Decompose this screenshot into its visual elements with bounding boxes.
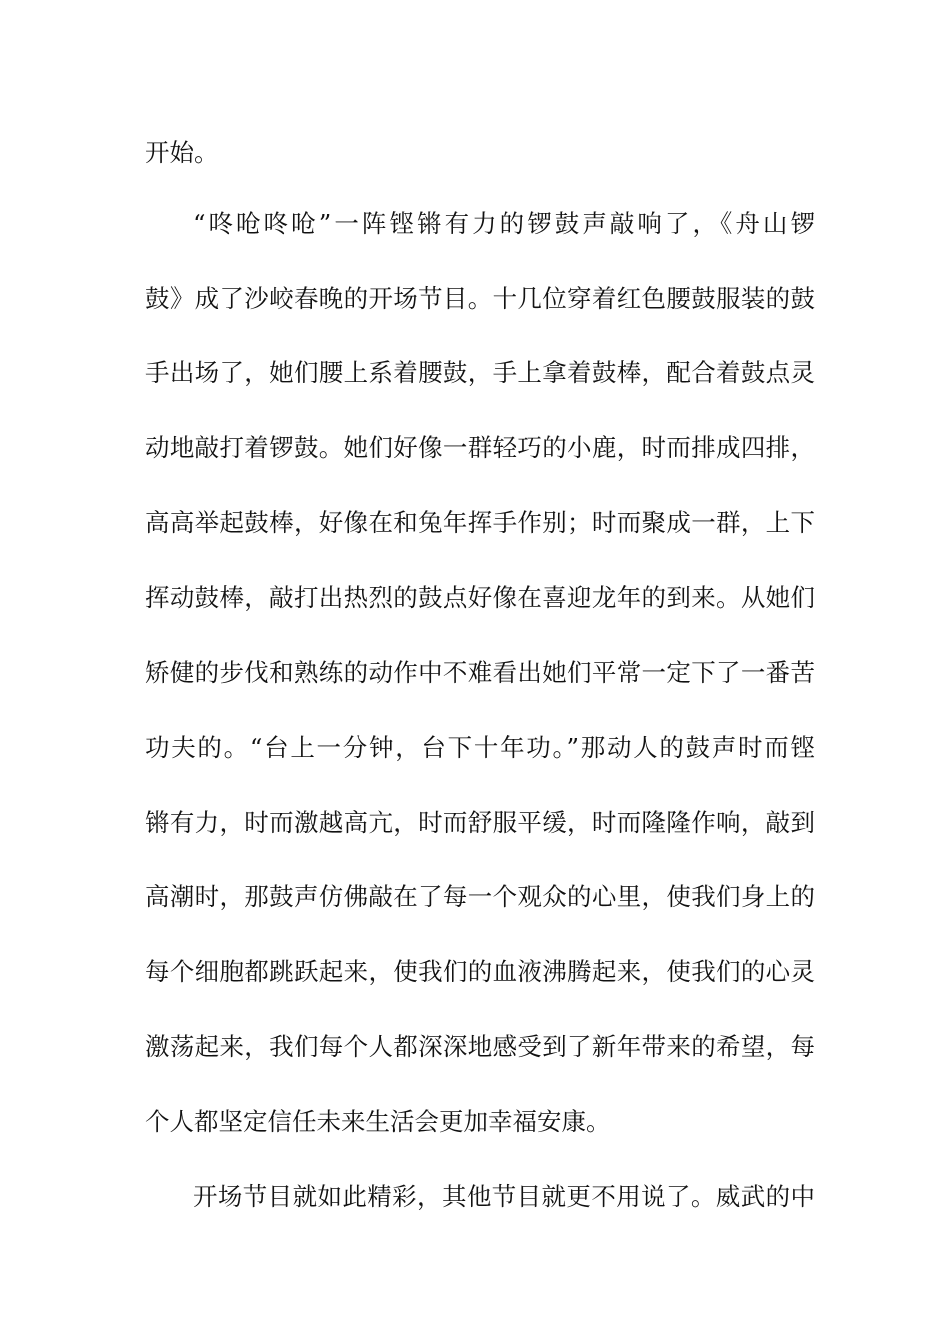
text-line-1: 开始。 xyxy=(145,138,219,167)
text-line-13: 激荡起来，我们每个人都深深地感受到了新年带来的希望，每 xyxy=(145,1032,815,1061)
text-line-12: 每个细胞都跳跃起来，使我们的血液沸腾起来，使我们的心灵 xyxy=(145,957,815,986)
text-line-8: 矫健的步伐和熟练的动作中不难看出她们平常一定下了一番苦 xyxy=(145,658,815,687)
text-line-7: 挥动鼓棒，敲打出热烈的鼓点好像在喜迎龙年的到来。从她们 xyxy=(145,583,815,612)
text-line-2: “咚呛咚呛”一阵铿锵有力的锣鼓声敲响了，《舟山锣 xyxy=(193,209,815,238)
text-line-6: 高高举起鼓棒，好像在和兔年挥手作别；时而聚成一群，上下 xyxy=(145,508,815,537)
text-line-10: 锵有力，时而激越高亢，时而舒服平缓，时而隆隆作响，敲到 xyxy=(145,808,815,837)
text-line-9: 功夫的。“台上一分钟，台下十年功。”那动人的鼓声时而铿 xyxy=(145,733,815,762)
text-line-14: 个人都坚定信任未来生活会更加幸福安康。 xyxy=(145,1107,611,1136)
text-line-5: 动地敲打着锣鼓。她们好像一群轻巧的小鹿，时而排成四排， xyxy=(145,433,815,462)
text-line-15: 开场节目就如此精彩，其他节目就更不用说了。威武的中 xyxy=(193,1182,815,1211)
text-line-11: 高潮时，那鼓声仿佛敲在了每一个观众的心里，使我们身上的 xyxy=(145,882,815,911)
text-line-4: 手出场了，她们腰上系着腰鼓，手上拿着鼓棒，配合着鼓点灵 xyxy=(145,358,815,387)
text-line-3: 鼓》成了沙峧春晚的开场节目。十几位穿着红色腰鼓服装的鼓 xyxy=(145,284,815,313)
